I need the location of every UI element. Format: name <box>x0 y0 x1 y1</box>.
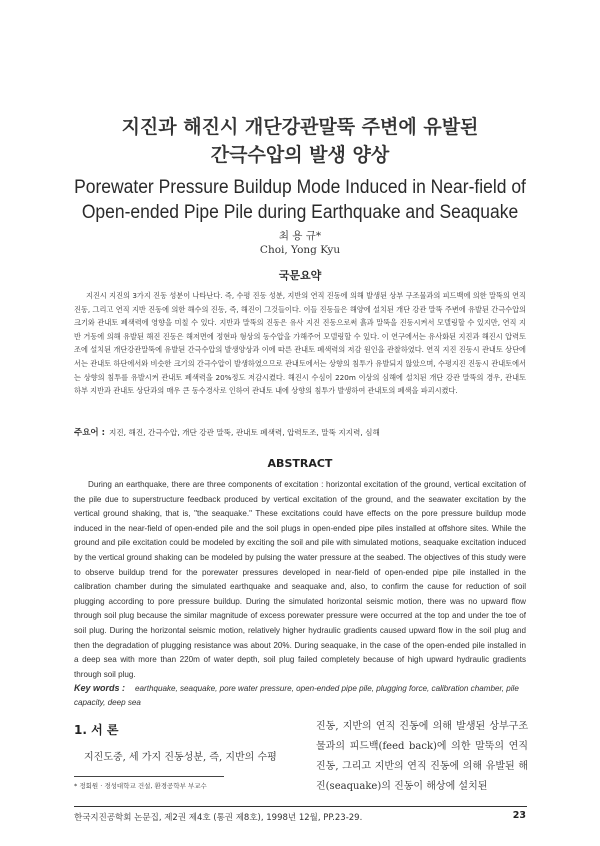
english-title-line-1: Porewater Pressure Buildup Mode Induced in Near-field of <box>74 177 526 198</box>
introduction-right-column: 진동, 지반의 연직 진동에 의해 발생된 상부구조물과의 피드백(feed back)에 의한 말뚝의 연직 진동, 그리고 지반의 연직 진동에 의해 유발된 해진(seaquake)의 진동이 해상에 설치된 <box>316 721 528 792</box>
footer-divider <box>74 806 527 807</box>
introduction-left-column: 지진도중, 세 가지 진동성분, 즉, 지반의 수평 <box>84 752 277 763</box>
author-korean: 최 용 규* <box>278 230 322 242</box>
korean-keywords-label: 주요어 : <box>74 428 105 438</box>
page-number: 23 <box>512 810 526 821</box>
footnote-divider <box>74 776 224 777</box>
english-abstract-body: During an earthquake, there are three components of excitation : horizontal excitation of the ground, vertical excitation of the pile due to superstructure feedback produced by vertical excitation of the ground, and the seawater excitation by the vertical ground shaking, that is, "the seaquake." These excitations could have effects on the pore pressure buildup mode induced in the near-field of open-ended pile and the soil plugs in open-ended pipe piles installed at offshore sites. While the ground and pile excitation could be modeled by exciting the soil and pile with simulated motions, seaquake excitation induced by the vertical ground shaking can be modeled by pulsing the water pressure at the seabed. The objectives of this study were to observe buildup trend for the porewater pressures developed in near-field of open-ended pipe pile installed in the calibration chamber during the simulated earthquake and seaquake and, also, to confirm the cause for reduction of soil plugging according to pore pressure buildup. During the simulated horizontal seismic motion, there was no upward flow through soil plug because the similar magnitude of excess porewater pressure were occurred at the top and under the toe of soil plug. During the horizontal seismic motion, relatively higher hydraulic gradients caused upward flow in the soil plug and then the degradation of plugging resistance was about 20%. During seaquake, in the case of the open-ended pile installed in a deep sea with more than 220m of water depth, soil plug failed completely because of high upward hydraulic gradients through soil plug. <box>74 480 526 679</box>
english-keywords <box>74 681 526 710</box>
journal-citation-footer: 한국지진공학회 논문집, 제2권 제4호 (통권 제8호), 1998년 12월, PP.23-29. <box>74 813 363 823</box>
korean-title-line-1: 지진과 해진시 개단강관말뚝 주변에 유발된 <box>121 116 479 138</box>
korean-abstract-title: 국문요약 <box>278 269 322 282</box>
english-keywords-values: earthquake, seaquake, pore water pressure, open-ended pipe pile, plugging force, calibration chamber, pile capacity, deep sea <box>74 684 519 707</box>
author-english: Choi, Yong Kyu <box>259 244 341 256</box>
korean-keywords <box>74 426 526 438</box>
english-title-line-2: Open-ended Pipe Pile during Earthquake and Seaquake <box>81 202 519 223</box>
author-footnote: * 정회원 · 경성대학교 건설, 환경공학부 부교수 <box>74 782 207 790</box>
korean-title-line-2: 간극수압의 발생 양상 <box>210 144 390 166</box>
korean-abstract-body: 지진시 지진의 3가지 진동 성분이 나타난다. 즉, 수평 진동 성분, 지반의 연직 진동에 의해 발생된 상부 구조물과의 피드백에 의한 말뚝의 연직 진동, 그리고 연직 지반 진동에 의한 해수의 진동, 즉, 해진이 그것들이다. 이들 진동들은 해양에 설치된 개단 강관 말뚝 주변에 유발된 간극수압의 크기와 관내토 폐색력에 영향을 미칠 수 있다. 지반과 말뚝의 진동은 유사 지진 진동으로써 흙과 말뚝을 진동시켜서 모델링할 수 있지만, 연직 지반 거동에 의해 유발된 해진 진동은 해저면에 정현파 형상의 동수압을 가해주어 모델링할 수 있다. 이 연구에서는 유사화된 지진과 해진시 압력토조에 설치된 개단강관말뚝에 유발된 간극수압의 발생양상과 이에 따른 관내토 폐색력의 저감 원인을 관찰하였다. 연직 지진 진동시 관내토 상단에서는 관내토 하단에서와 비슷한 크기의 간극수압이 발생하였으므로 관내토에서는 상향의 침투가 유발되지 않았으며, 수평지진 진동시 관내토에서는 상향의 침투를 유발시켜 관내토 폐색력을 20%정도 저감시켰다. 해진시 수심이 220m 이상의 심해에 설치된 개단 강관 말뚝의 경우, 관내토 하부 지반과 관내토 상단과의 매우 큰 동수경사로 인하여 관내토 내에 상향의 침투가 발생하여 관내토의 폐색을 파괴시켰다. <box>74 291 526 396</box>
korean-keywords-values: 지진, 해진, 간극수압, 개단 강관 말뚝, 관내토 폐색력, 압력토조, 말뚝 지지력, 심해 <box>109 428 380 437</box>
introduction-heading: 1. 서 론 <box>74 723 119 737</box>
english-abstract-title: ABSTRACT <box>267 457 333 470</box>
english-keywords-label: Key words : <box>74 683 126 693</box>
